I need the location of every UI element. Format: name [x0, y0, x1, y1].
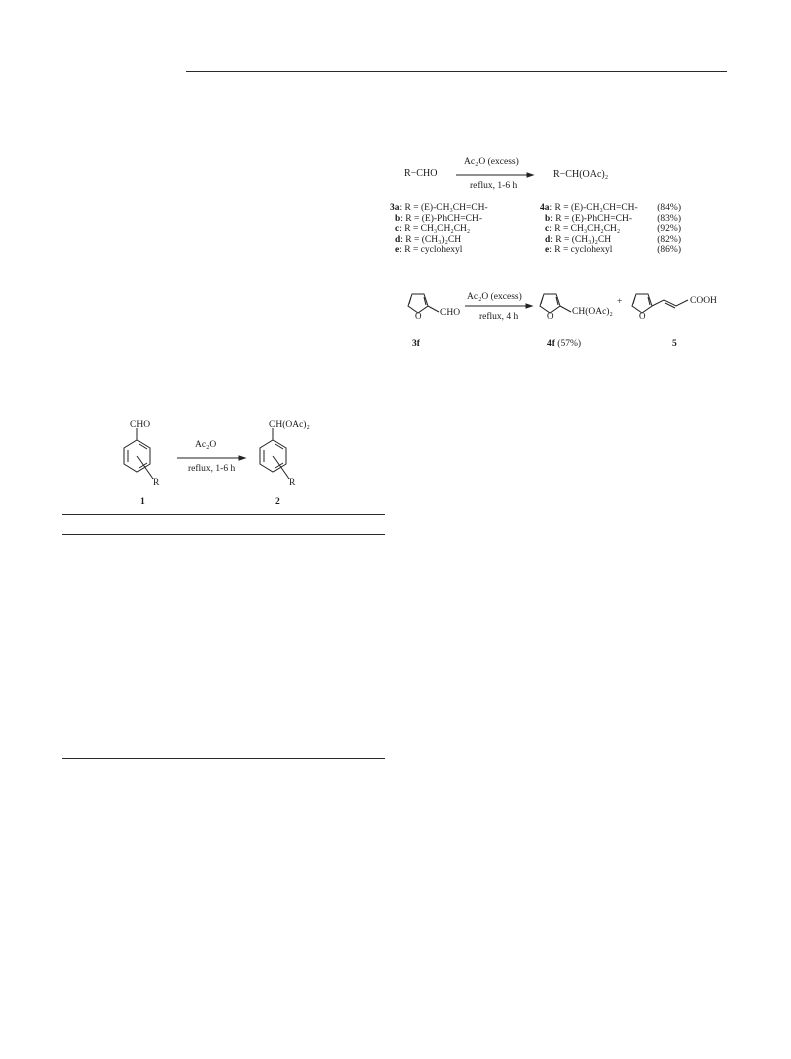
reagent-top: Ac₂O (excess) — [464, 157, 519, 167]
compound-label-3f: 3f — [412, 339, 420, 349]
reactant-formula: R−CHO — [404, 168, 438, 179]
table-bottom-rule — [62, 758, 385, 759]
list-item: e: R = cyclohexyl — [395, 245, 463, 255]
list-item: c: R = CH₃CH₂CH₂ — [545, 224, 621, 234]
list-item: 3a: R = (E)-CH₃CH=CH- — [390, 203, 488, 213]
reagent-top: Ac₂O — [195, 440, 217, 450]
table-header-rule — [62, 534, 385, 535]
ring-oxygen: O — [415, 311, 422, 321]
aldehyde-substituent: CHO — [130, 420, 151, 430]
ring-oxygen: O — [639, 311, 646, 321]
list-item: e: R = cyclohexyl — [545, 245, 613, 255]
compound-label-1: 1 — [140, 497, 145, 507]
plus-sign: + — [617, 297, 623, 307]
acid-substituent: COOH — [690, 296, 717, 306]
ring-oxygen: O — [547, 311, 554, 321]
diacetate-substituent: CH(OAc)₂ — [269, 420, 310, 430]
r-substituent: R — [153, 478, 160, 488]
furfural-substituent: CHO — [440, 308, 461, 318]
compound-label-2: 2 — [275, 497, 280, 507]
yield-value: (86%) — [657, 245, 681, 255]
yield-value: (82%) — [657, 234, 681, 245]
reagent-top: Ac₂O (excess) — [467, 292, 522, 302]
reagent-bottom: reflux, 1-6 h — [188, 464, 236, 474]
list-item: d: R = (CH₃)₂CH — [395, 234, 462, 245]
compound-label-4f: 4f (57%) — [547, 339, 582, 349]
list-item: c: R = CH₃CH₂CH₂ — [395, 224, 471, 234]
reagent-bottom: reflux, 4 h — [479, 312, 519, 322]
list-item: d: R = (CH₃)₂CH — [545, 234, 612, 245]
table-top-rule — [62, 514, 385, 515]
yield-value: (83%) — [657, 213, 681, 224]
diacetate-substituent: CH(OAc)₂ — [572, 307, 613, 317]
r-substituent: R — [289, 478, 296, 488]
reagent-bottom: reflux, 1-6 h — [470, 181, 518, 191]
product-formula: R−CH(OAc)₂ — [553, 169, 609, 180]
list-item: b: R = (E)-PhCH=CH- — [545, 213, 632, 224]
yield-value: (92%) — [657, 224, 681, 234]
list-item: 4a: R = (E)-CH₃CH=CH- — [540, 203, 638, 213]
compound-label-5: 5 — [672, 339, 677, 349]
yield-value: (84%) — [657, 203, 681, 213]
list-item: b: R = (E)-PhCH=CH- — [395, 213, 482, 224]
